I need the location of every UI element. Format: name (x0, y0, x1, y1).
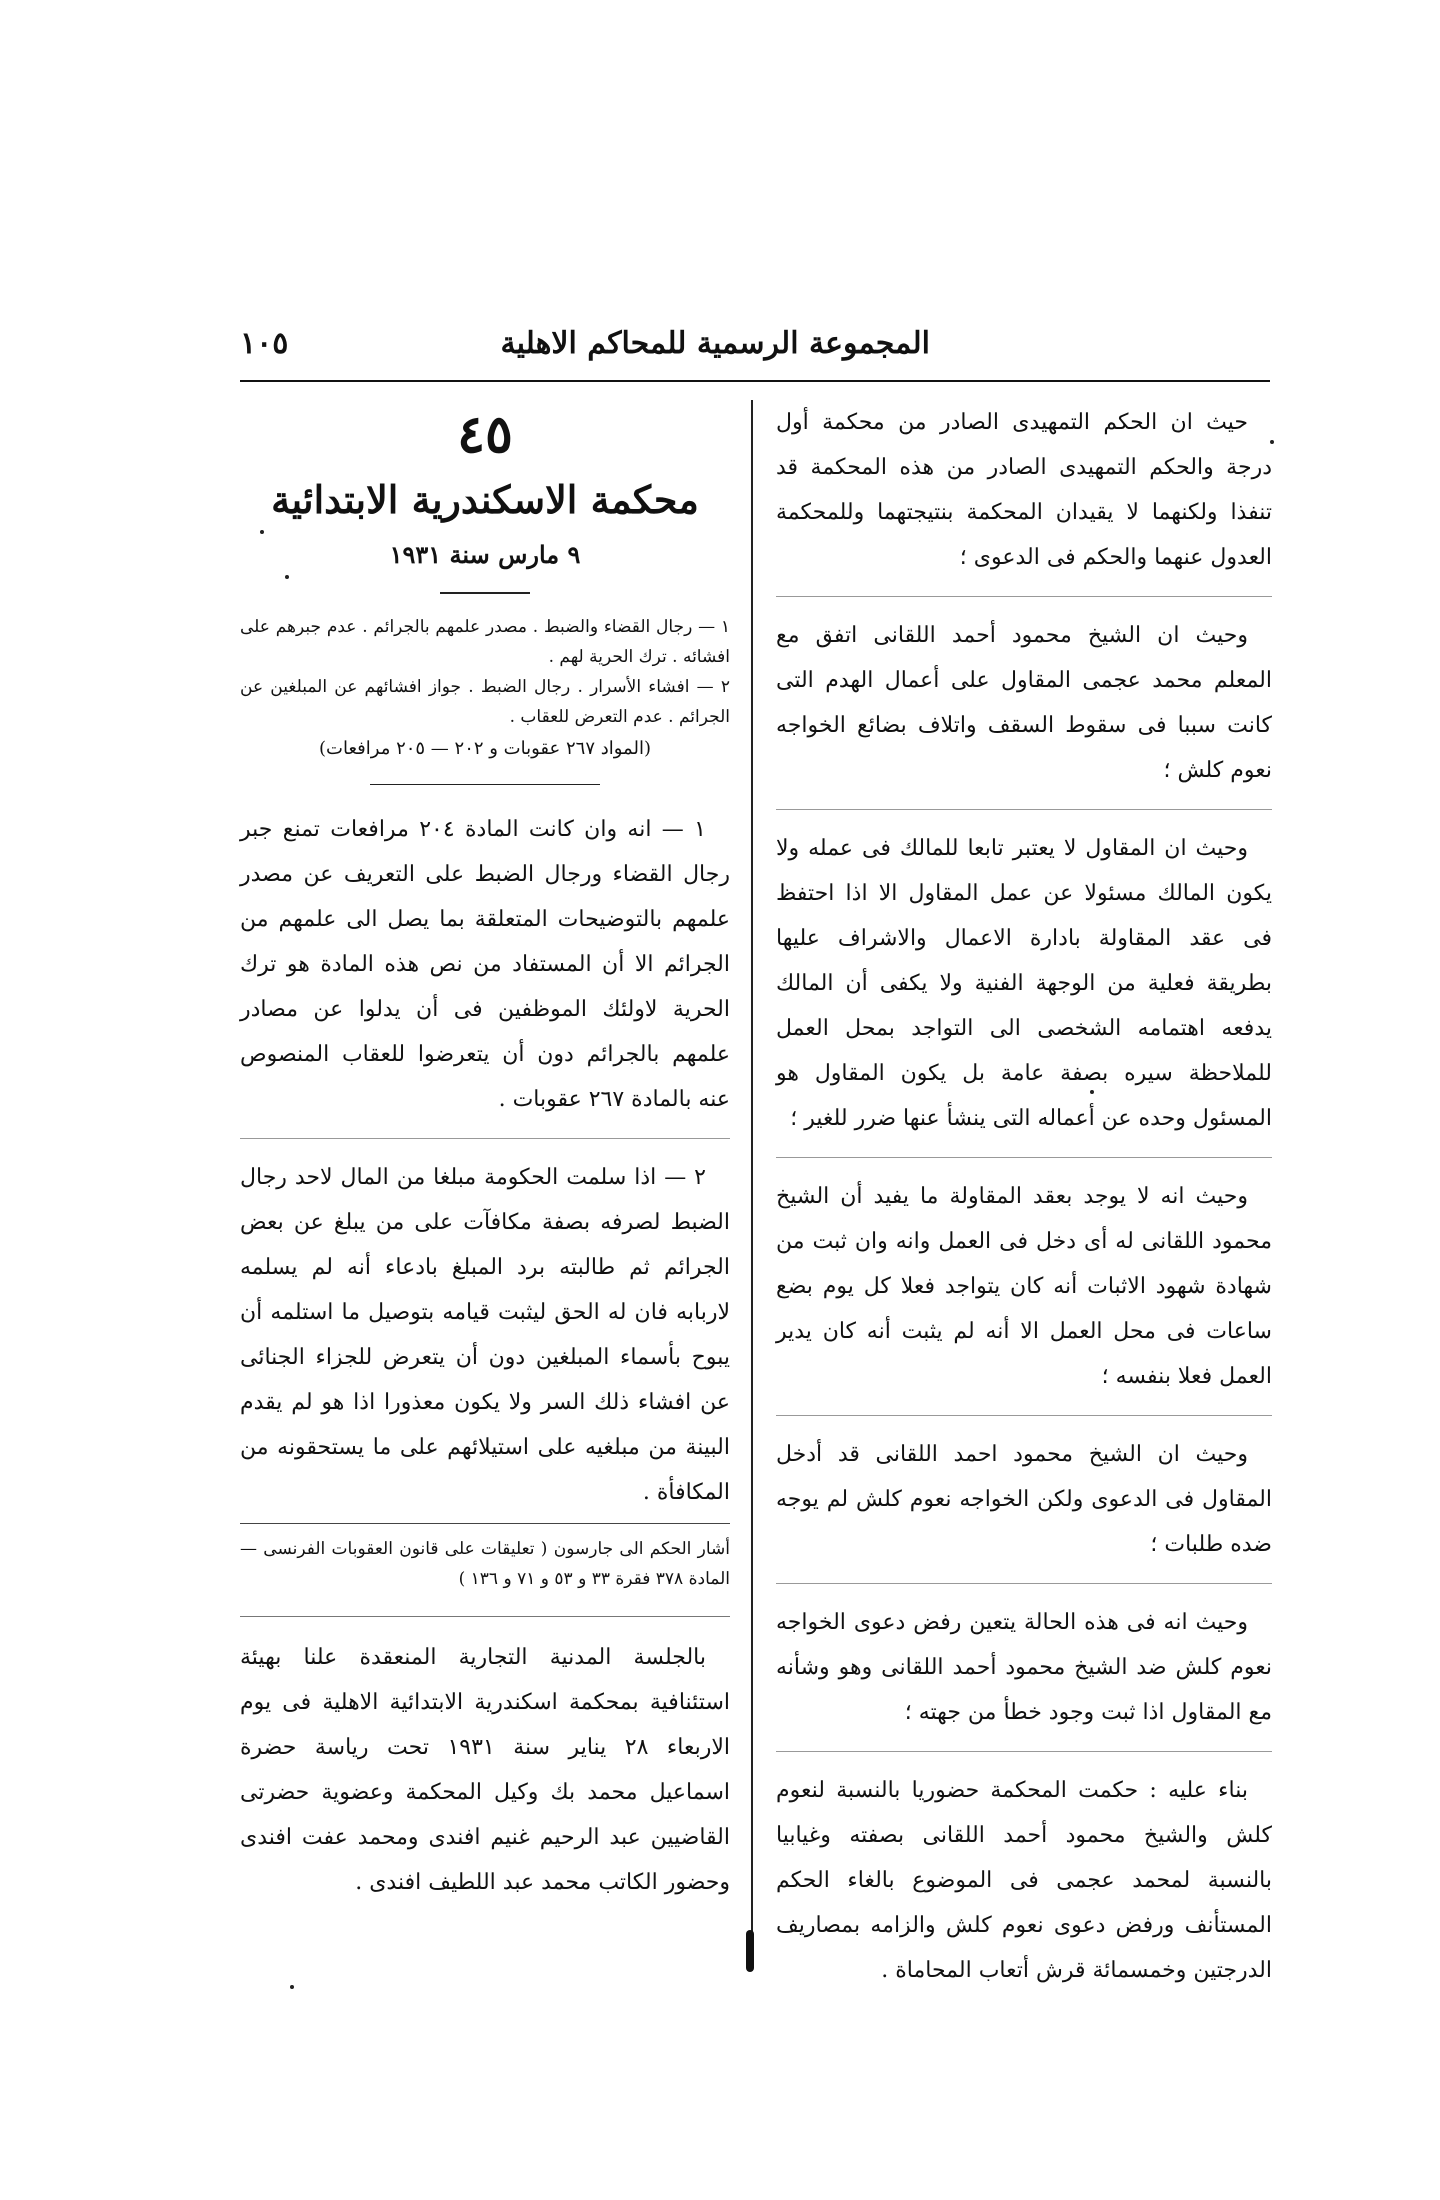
scan-speck (290, 1985, 294, 1989)
section-rule (240, 1616, 730, 1617)
scan-speck (285, 575, 289, 579)
cited-articles: (المواد ٢٦٧ عقوبات و ٢٠٢ — ٢٠٥ مرافعات) (319, 738, 651, 759)
page-number: ١٠٥ (240, 326, 289, 361)
left-column (240, 400, 730, 1905)
session-paragraph: بالجلسة المدنية التجارية المنعقدة علنا بهيئة استئنافية بمحكمة اسكندرية الابتدائية الاهلية فى يوم الاربعاء ٢٨ يناير سنة ١٩٣١ تحت رياسة حضرة اسماعيل محمد بك وكيل المحكمة وعضوية حضرتى القاضيين عبد الرحيم غنيم افندى ومحمد عفت افندى وحضور الكاتب محمد عبد اللطيف افندى . (240, 1645, 731, 1895)
scan-speck (1090, 1090, 1094, 1094)
note-rule (240, 1523, 730, 1524)
section-rule (370, 784, 600, 785)
legal-principle: ١ — انه وان كانت المادة ٢٠٤ مرافعات تمنع جبر رجال القضاء ورجال الضبط على التعريف عن مصدر علمهم بالتوضيحات المتعلقة بما يصل الى علمهم من الجرائم الا أن المستفاد من نص هذه المادة هو ترك الحرية لاولئك الموظفين فى أن يدلوا عن مصادر علمهم بالجرائم دون أن يتعرضوا للعقاب المنصوص عنه بالمادة ٢٦٧ عقوبات . (240, 817, 730, 1112)
summary-item: ١ — رجال القضاء والضبط . مصدر علمهم بالجرائم . عدم جبرهم على افشائه . ترك الحرية لهم . (240, 617, 730, 667)
court-name: محكمة الاسكندرية الابتدائية (271, 477, 699, 522)
paragraph-separator (776, 1583, 1272, 1584)
paragraph-separator (776, 1751, 1272, 1752)
reference-text: أشار الحكم الى جارسون ( تعليقات على قانون العقوبات الفرنسى — المادة ٣٧٨ فقرة ٣٣ و ٥٣ و ٧١ و ١٣٦ ) (240, 1539, 730, 1589)
paragraph: وحيث ان الشيخ محمود احمد اللقانى قد أدخل المقاول فى الدعوى ولكن الخواجه نعوم كلش لم يوجه ضده طلبات ؛ (776, 1442, 1272, 1557)
scan-speck (1270, 440, 1274, 444)
paragraph-separator (240, 1138, 730, 1139)
header-rule (240, 380, 1270, 382)
paragraph-separator (776, 596, 1272, 597)
paragraph: وحيث انه لا يوجد بعقد المقاولة ما يفيد أن الشيخ محمود اللقانى له أى دخل فى العمل وانه وان ثبت من شهادة شهود الاثبات أنه كان يتواجد فعلا كل يوم بضع ساعات فى محل العمل الا أنه لم يثبت أنه كان يدير العمل فعلا بنفسه ؛ (776, 1184, 1272, 1389)
page-header (240, 326, 1270, 374)
summary-item: ٢ — افشاء الأسرار . رجال الضبط . جواز افشائهم عن المبلغين عن الجرائم . عدم التعرض للعقاب . (240, 677, 730, 727)
case-summary (240, 612, 730, 732)
section-rule (440, 592, 530, 594)
paragraph: وحيث ان المقاول لا يعتبر تابعا للمالك فى عمله ولا يكون المالك مسئولا عن عمل المقاول الا اذا احتفظ فى عقد المقاولة بادارة الاعمال والاشراف عليها بطريقة فعلية من الوجهة الفنية ولا يكفى أن المالك يدفعه اهتمامه الشخصى الى التواجد بمحل العمل للملاحظة سيره بصفة عامة بل يكون المقاول هو المسئول وحده عن أعماله التى ينشأ عنها ضرر للغير ؛ (776, 836, 1272, 1131)
paragraph-separator (776, 1157, 1272, 1158)
column-divider (751, 400, 753, 1970)
right-column (776, 400, 1272, 1993)
decision-date: ٩ مارس سنة ١٩٣١ (389, 540, 581, 569)
paragraph: حيث ان الحكم التمهيدى الصادر من محكمة أول درجة والحكم التمهيدى الصادر من هذه المحكمة قد تنفذا ولكنهما لا يقيدان المحكمة بنتيجتهما وللمحكمة العدول عنهما والحكم فى الدعوى ؛ (776, 410, 1272, 570)
judgment-paragraph: بناء عليه : حكمت المحكمة حضوريا بالنسبة لنعوم كلش والشيخ محمود أحمد اللقانى بصفته وغيابيا بالنسبة لمحمد عجمى فى الموضوع بالغاء الحكم المستأنف ورفض دعوى نعوم كلش والزامه بمصاريف الدرجتين وخمسمائة قرش أتعاب المحاماة . (776, 1778, 1272, 1983)
running-title: المجموعة الرسمية للمحاكم الاهلية (500, 326, 930, 361)
paragraph-separator (776, 1415, 1272, 1416)
scan-speck (260, 530, 264, 534)
paragraph-separator (776, 809, 1272, 810)
legal-principle: ٢ — اذا سلمت الحكومة مبلغا من المال لاحد رجال الضبط لصرفه بصفة مكافآت على من يبلغ عن بعض الجرائم ثم طالبته برد المبلغ بادعاء أنه لم يسلمه لاربابه فان له الحق ليثبت قيامه بتوصيل ما استلمه أن يبوح بأسماء المبلغين دون أن يتعرض للجزاء الجنائى عن افشاء ذلك السر ولا يكون معذورا اذا هو لم يقدم البينة من مبلغيه على استيلائهم على ما يستحقونه من المكافأة . (240, 1165, 730, 1505)
case-number: ٤٥ (457, 404, 513, 465)
paragraph: وحيث انه فى هذه الحالة يتعين رفض دعوى الخواجه نعوم كلش ضد الشيخ محمود أحمد اللقانى وهو وشأنه مع المقاول اذا ثبت وجود خطأ من جهته ؛ (776, 1610, 1272, 1725)
reference-note (240, 1534, 730, 1594)
column-divider-end (746, 1930, 754, 1972)
paragraph: وحيث ان الشيخ محمود أحمد اللقانى اتفق مع المعلم محمد عجمى المقاول على أعمال الهدم التى كانت سببا فى سقوط السقف واتلاف بضائع الخواجه نعوم كلش ؛ (776, 623, 1273, 783)
